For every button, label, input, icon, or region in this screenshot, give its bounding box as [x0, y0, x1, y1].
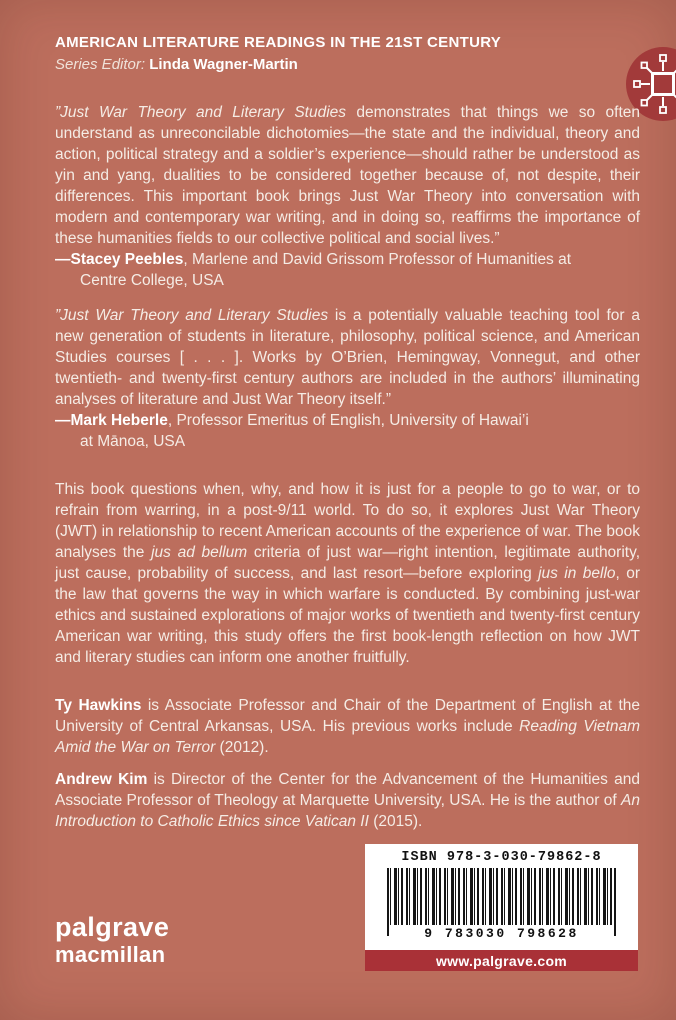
author-bio-1: Ty Hawkins is Associate Professor and Chair of the Department of English at the University of Central Arkansas, USA. His previous works include Reading Vietnam Amid the War on Terror (2012).	[55, 697, 640, 756]
publisher-logo-macmillan: macmillan	[55, 942, 166, 967]
latin-term: jus ad bellum	[151, 544, 248, 561]
cover-text-column	[55, 33, 640, 832]
endorser-name: —Stacey Peebles	[55, 251, 184, 268]
endorser-name: —Mark Heberle	[55, 412, 168, 429]
publisher-website-bar	[365, 950, 638, 971]
work-title: Reading Vietnam Amid the War on Terror	[55, 718, 640, 756]
quoted-book-title: ”Just War Theory and Literary Studies	[55, 104, 347, 121]
endorsement-quote-2	[55, 305, 640, 410]
endorsement-quote-1	[55, 102, 640, 249]
publisher-logo-palgrave: palgrave	[55, 912, 170, 942]
quote-text: is a potentially valuable teaching tool for a new generation of students in literature, philosophy, political science, and American Studies courses [ . . . ]. Works by O’Brien, Hemingway, Vonnegut, and other twentieth- and twenty-first century authors are included in the authors’ illuminating analyses of literature and Just War Theory itself.”	[55, 307, 640, 408]
series-title: AMERICAN LITERATURE READINGS IN THE 21ST CENTURY	[55, 34, 502, 51]
series-editor-line	[55, 55, 640, 75]
work-title: An Introduction to Catholic Ethics since Vatican II	[55, 792, 640, 830]
publisher-logo	[55, 914, 169, 966]
author-name: Ty Hawkins	[55, 697, 142, 714]
book-synopsis: This book questions when, why, and how it is just for a people to go to war, or to refrain from warring, in a post-9/11 world. To do so, it explores Just War Theory (JWT) in relationship to recent American accounts of the experience of war. The book analyses the jus ad bellum criteria of just war—right intention, legitimate authority, just cause, probability of success, and last resort—before exploring jus in bello, or the law that governs the way in which warfare is conducted. By combining just-war ethics and sustained explorations of major works of twentieth and twenty-first century American war writing, this study offers the first book-length reflection on how JWT and literary studies can inform one another fruitfully.	[55, 481, 641, 666]
barcode-block	[365, 844, 638, 971]
endorser-title: , Marlene and David Grissom Professor of Humanities at	[183, 251, 572, 268]
series-editor-name: Linda Wagner-Martin	[149, 56, 298, 73]
endorser-affiliation: Centre College, USA	[80, 272, 224, 289]
endorsement-attribution-1	[55, 249, 640, 291]
endorsement-attribution-2	[55, 410, 640, 452]
author-bio-2: Andrew Kim is Director of the Center for the Advancement of the Humanities and Associate Professor of Theology at Marquette University, USA. He is the author of An Introduction to Catholic Ethics since Vatican II (2015).	[55, 771, 640, 830]
barcode-bars	[387, 868, 616, 925]
publisher-website: www.palgrave.com	[435, 952, 568, 969]
endorser-title: , Professor Emeritus of English, University of Hawai’i	[167, 412, 529, 429]
barcode-digits: 9 783030 798628	[424, 926, 579, 941]
author-name: Andrew Kim	[55, 771, 148, 788]
barcode-box	[365, 844, 638, 950]
isbn-label: ISBN 978-3-030-79862-8	[401, 850, 602, 865]
quote-text: demonstrates that things we so often understand as unreconcilable dichotomies—the state and the individual, theory and action, political strategy and a soldier’s experience—should rather be understood as yin and yang, dualities to be considered together because of, not despite, their differences. This important book brings Just War Theory into conversation with modern and contemporary war writing, and in doing so, reaffirms the importance of these humanities fields to our collective political and social lives.”	[55, 104, 640, 247]
latin-term: jus in bello	[538, 565, 616, 582]
endorser-affiliation: at Mānoa, USA	[80, 433, 186, 450]
series-editor-label: Series Editor:	[55, 56, 146, 73]
quoted-book-title: ”Just War Theory and Literary Studies	[55, 307, 329, 324]
